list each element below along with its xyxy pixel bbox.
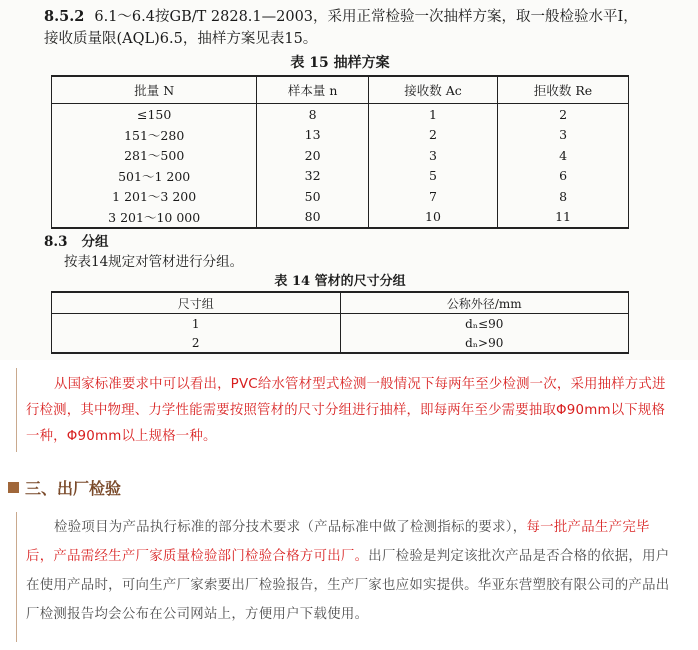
table-row — [52, 145, 629, 166]
table-row — [52, 207, 629, 229]
cell: 2 — [52, 333, 341, 353]
table-15-caption: 表 15 抽样方案 — [290, 55, 390, 71]
cell: 50 — [257, 186, 369, 207]
cell: 2 — [498, 104, 629, 125]
cell: dₙ≤90 — [340, 314, 629, 334]
column-header: 样本量 n — [257, 76, 369, 104]
cell: 3 — [498, 125, 629, 146]
factory-text-part1: 检验项目为产品执行标准的部分技术要求（产品标准中做了检测指标的要求）， — [54, 520, 527, 535]
table-row — [52, 314, 629, 334]
cell: 80 — [257, 207, 369, 229]
commentary-paragraph: 从国家标准要求中可以看出，PVC给水管材型式检测一般情况下每两年至少检测一次，采用抽样方式进行检测，其中物理、力学性能需要按照管材的尺寸分组进行抽样，即每两年至少需要抽取Φ90mm以下规格一种，Φ90mm以上规格一种。 — [26, 377, 666, 444]
cell: 281～500 — [52, 145, 257, 166]
cell: 10 — [368, 207, 497, 229]
cell: 8 — [498, 186, 629, 207]
clause-8-5-2 — [44, 6, 644, 50]
cell: 32 — [257, 166, 369, 187]
table-row — [52, 125, 629, 146]
cell: 1 201～3 200 — [52, 186, 257, 207]
table-row — [52, 186, 629, 207]
table-14-caption: 表 14 管材的尺寸分组 — [274, 274, 406, 289]
section-number: 8.3 — [44, 234, 68, 250]
column-header: 拒收数 Re — [498, 76, 629, 104]
cell: 3 — [368, 145, 497, 166]
cell: 1 — [52, 314, 341, 334]
cell: 501～1 200 — [52, 166, 257, 187]
cell: 20 — [257, 145, 369, 166]
table-row — [52, 104, 629, 125]
cell: 4 — [498, 145, 629, 166]
cell: 13 — [257, 125, 369, 146]
column-header: 公称外径/mm — [340, 292, 629, 314]
column-header: 批量 N — [52, 76, 257, 104]
cell: dₙ>90 — [340, 333, 629, 353]
factory-text-highlight: 每一批产品生产完毕后，产品需经生产厂家质量检验部门检验合格方可出厂。 — [26, 520, 650, 564]
cell: ≤150 — [52, 104, 257, 125]
cell: 151～280 — [52, 125, 257, 146]
section-8-3-text: 按表14规定对管材进行分组。 — [64, 254, 244, 270]
cell: 6 — [498, 166, 629, 187]
square-bullet-icon — [8, 482, 19, 493]
cell: 7 — [368, 186, 497, 207]
cell: 3 201～10 000 — [52, 207, 257, 229]
cell: 5 — [368, 166, 497, 187]
clause-text: 6.1～6.4按GB/T 2828.1—2003，采用正常检验一次抽样方案，取一般检验水平Ⅰ，接收质量限(AQL)6.5，抽样方案见表15。 — [44, 9, 638, 47]
table-row — [52, 166, 629, 187]
cell: 2 — [368, 125, 497, 146]
size-group-table — [51, 291, 629, 354]
factory-text-part3: 出厂检验是判定该批次产品是否合格的依据，用户在使用产品时，可向生产厂家索要出厂检验报告，生产厂家也应如实提供。华亚东营塑胶有限公司的产品出厂检测报告均会公布在公司网站上，方便用户下载使用。 — [26, 549, 670, 622]
section-heading — [8, 476, 121, 499]
section-title: 分组 — [81, 234, 109, 250]
sampling-plan-table — [51, 75, 629, 229]
cell: 8 — [257, 104, 369, 125]
cell: 11 — [498, 207, 629, 229]
column-header: 接收数 Ac — [368, 76, 497, 104]
cell: 1 — [368, 104, 497, 125]
section-heading-text: 三、出厂检验 — [25, 479, 122, 498]
factory-inspection-paragraph — [26, 513, 676, 629]
section-8-3-heading — [44, 230, 109, 250]
table-row — [52, 333, 629, 353]
column-header: 尺寸组 — [52, 292, 341, 314]
clause-number: 8.5.2 — [44, 8, 85, 25]
